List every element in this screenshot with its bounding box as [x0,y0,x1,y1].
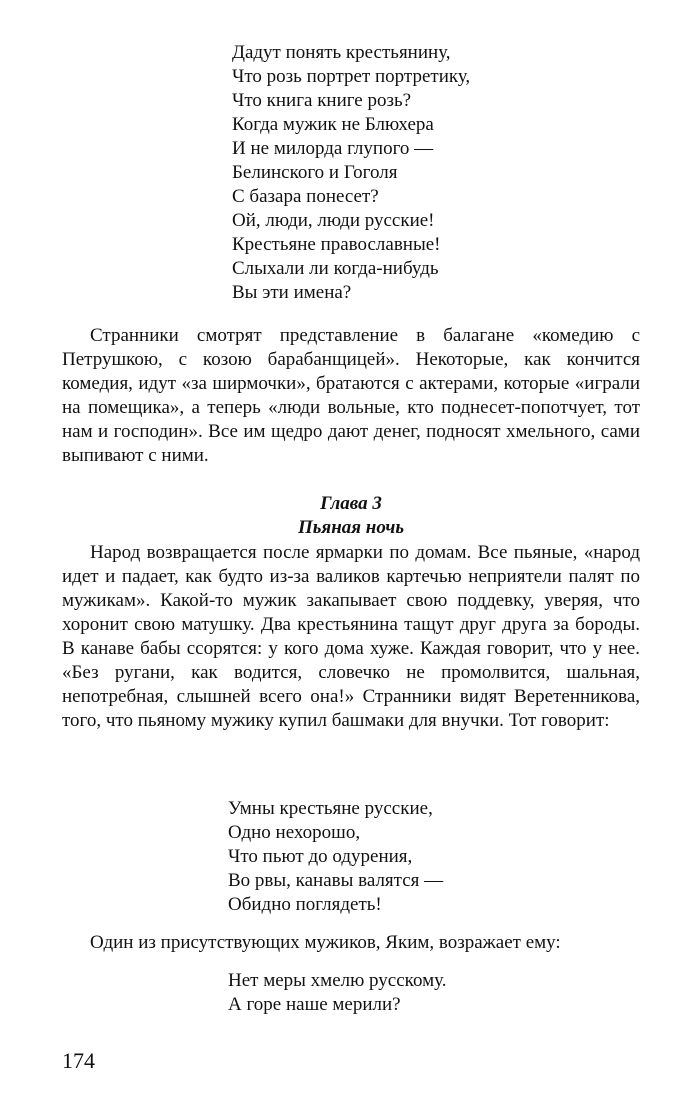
verse-line: Умны крестьяне русские, [228,798,433,819]
paragraph-drunk-night: Народ возвращается после ярмарки по домам. Все пьяные, «народ идет и падает, как будто из-за валиков картечью неприятели палят по мужикам». Какой-то мужик закапывает свою поддевку, уверяя, что хоронит свою матушку. Два крестьянина тащут друг друга за бороды. В канаве бабы ссорятся: у кого дома хуже. Каждая говорит, что у нее. «Без ругани, как водится, словечко не промолвится, шальная, непотребная, слышней всего она!» Странники видят Веретенникова, того, что пьяному мужику купил башмаки для внучки. Тот говорит: [62,542,640,731]
verse-line: Ой, люди, люди русские! [232,210,435,231]
verse-line: Нет меры хмелю русскому. [228,970,447,991]
verse-line: Одно нехорошо, [228,822,361,843]
verse-line: И не милорда глупого — [232,138,434,159]
chapter-title: Пьяная ночь [297,517,405,538]
paragraph-yakim: Один из присутствующих мужиков, Яким, возражает ему: [90,932,561,953]
verse-line: А горе наше мерили? [228,994,401,1015]
verse-line: Обидно поглядеть! [228,894,382,915]
paragraph-balagan: Странники смотрят представление в балагане «комедию с Петрушкою, с козою барабанщицей». Некоторые, как кончится комедия, идут «за ширмочки», братаются с актерами, которые «играли на помещика», а теперь «люди вольные, кто поднесет-попотчует, тот нам и господин». Все им щедро дают денег, подносят хмельного, сами выпивают с ними. [62,325,640,466]
chapter-number: Глава 3 [320,493,382,514]
verse-line: С базара понесет? [232,186,379,207]
verse-block-2 [228,797,443,917]
verse-line: Что розь портрет портретику, [232,66,471,87]
verse-line: Что пьют до одурения, [228,846,413,867]
verse-block-3 [228,969,446,1017]
verse-line: Вы эти имена? [232,282,352,303]
verse-line: Слыхали ли когда-нибудь [232,258,439,279]
verse-line: Белинского и Гоголя [232,162,398,183]
verse-line: Когда мужик не Блюхера [232,114,434,135]
page-number: 174 [62,1048,95,1073]
verse-line: Что книга книге розь? [232,90,412,111]
verse-line: Крестьяне православные! [232,234,441,255]
verse-block-1 [232,41,470,305]
verse-line: Во рвы, канавы валятся — [228,870,444,891]
verse-line: Дадут понять крестьянину, [232,42,451,63]
